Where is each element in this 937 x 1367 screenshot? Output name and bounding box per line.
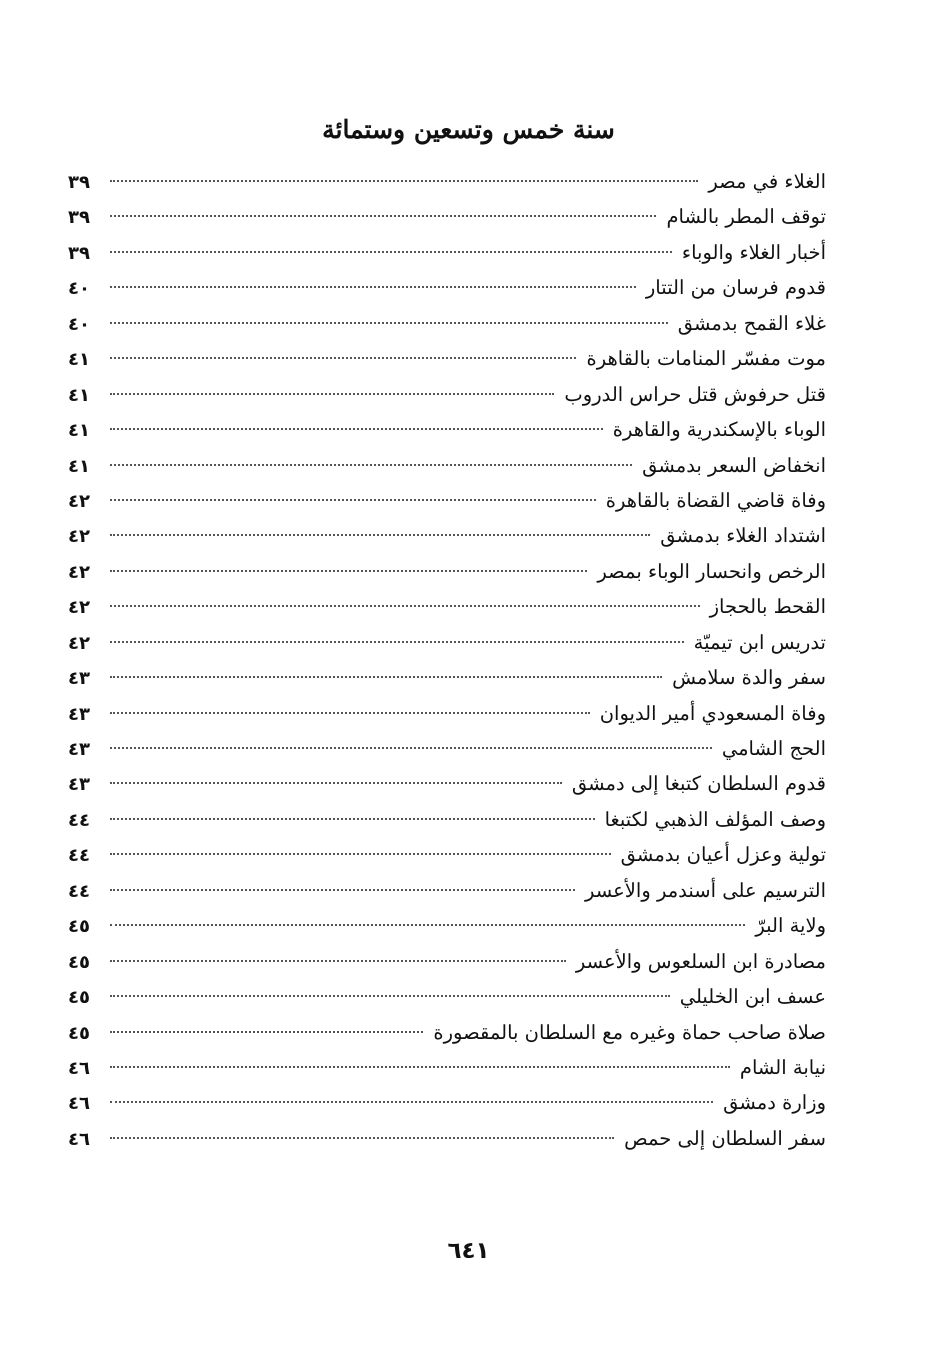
toc-entry-page: ٤٠ [68,278,90,300]
dot-leader [110,971,670,997]
toc-entry-title: القحط بالحجاز [709,595,826,619]
toc-entry-page: ٤٢ [68,490,90,512]
dot-leader [110,829,611,855]
toc-entry-title: الرخص وانحسار الوباء بمصر [597,559,826,583]
dot-leader [110,227,672,253]
toc-entry-title: انخفاض السعر بدمشق [642,453,826,477]
dot-leader [110,758,562,784]
toc-entry-page: ٤٦ [68,1093,90,1115]
toc-entry-title: وصف المؤلف الذهبي لكتبغا [604,807,826,831]
dot-leader [110,1113,614,1139]
toc-entry-title: صلاة صاحب حماة وغيره مع السلطان بالمقصورة [433,1020,826,1044]
toc-entry-page: ٤٢ [68,597,90,619]
toc-entry-page: ٤٣ [68,668,90,690]
toc-entry-page: ٤٤ [68,845,90,867]
dot-leader [110,1077,713,1103]
toc-entry-page: ٤٥ [68,1022,90,1044]
dot-leader [110,440,632,466]
toc-entry-page: ٤١ [68,349,90,371]
toc-entry-page: ٤٢ [68,632,90,654]
dot-leader [110,1007,423,1033]
page-number: ٦٤١ [447,1238,490,1264]
toc-entry-page: ٣٩ [68,207,90,229]
dot-leader [110,794,595,820]
toc-entry-page: ٤١ [68,420,90,442]
toc-entry-title: نيابة الشام [739,1055,826,1079]
toc-entry-page: ٤١ [68,455,90,477]
dot-leader [110,617,684,643]
toc-entry-title: الوباء بالإسكندرية والقاهرة [612,418,826,442]
toc-entry-page: ٤٣ [68,703,90,725]
dot-leader [110,723,712,749]
dot-leader [110,475,596,501]
dot-leader [110,404,603,430]
toc-entry-title: ولاية البرّ [755,914,826,938]
toc-entry-page: ٤٤ [68,809,90,831]
toc-entry-page: ٤٥ [68,987,90,1009]
toc-entry-page: ٤٤ [68,880,90,902]
dot-leader [110,546,587,572]
toc-entry-title: الحج الشامي [721,737,826,760]
toc-entry-title: الترسيم على أسندمر والأعسر [585,878,826,902]
dot-leader [110,369,554,395]
toc-entry-page: ٣٩ [68,242,90,264]
dot-leader [110,581,700,607]
toc-entry-title: مصادرة ابن السلعوس والأعسر [575,949,826,973]
toc-entry-title: قدوم فرسان من التتار [645,276,826,300]
toc-entry-title: توقف المطر بالشام [666,205,826,229]
toc-entry-title: عسف ابن الخليلي [679,985,826,1009]
toc-entry-page: ٤٣ [68,774,90,796]
dot-leader [110,865,575,891]
toc-entry-title: الغلاء في مصر [708,170,826,193]
dot-leader [110,900,745,926]
toc-entry-page: ٤٣ [68,739,90,760]
toc-entry-title: وزارة دمشق [723,1091,826,1115]
toc-entry-title: أخبار الغلاء والوباء [681,240,826,264]
dot-leader [110,936,566,962]
dot-leader [110,333,576,359]
toc-entry-title: وفاة قاضي القضاة بالقاهرة [605,488,826,512]
toc-entry-title: موت مفسّر المنامات بالقاهرة [586,347,826,371]
table-of-contents [68,162,826,1154]
dot-leader [110,191,656,217]
dot-leader [110,510,650,536]
toc-entry-page: ٤١ [68,384,90,406]
toc-entry-title: وفاة المسعودي أمير الديوان [599,701,826,725]
section-heading: سنة خمس وتسعين وستمائة [322,115,615,144]
toc-entry-page: ٤٢ [68,561,90,583]
toc-entry-title: غلاء القمح بدمشق [677,311,826,335]
dot-leader [110,652,662,678]
toc-entry-page: ٣٩ [68,172,90,193]
toc-entry-page: ٤٦ [68,1057,90,1079]
dot-leader [110,298,668,324]
toc-entry-page: ٤٥ [68,951,90,973]
toc-entry-title: قدوم السلطان كتبغا إلى دمشق [571,772,826,796]
toc-entry-page: ٤٥ [68,916,90,938]
toc-entry-title: اشتداد الغلاء بدمشق [660,524,826,548]
toc-entry-title: سفر والدة سلامش [672,666,826,690]
toc-entry-title: تدريس ابن تيميّة [693,630,826,654]
toc-entry-page: ٤٠ [68,313,90,335]
toc-entry-title: سفر السلطان إلى حمص [624,1126,826,1150]
dot-leader [110,156,698,182]
toc-entry-title: تولية وعزل أعيان بدمشق [620,843,826,867]
toc-entry-page: ٤٢ [68,526,90,548]
toc-entry-page: ٤٦ [68,1128,90,1150]
dot-leader [110,688,590,714]
dot-leader [110,262,636,288]
dot-leader [110,1042,730,1068]
toc-entry [68,1119,826,1154]
toc-entry-title: قتل حرفوش قتل حراس الدروب [564,382,826,406]
